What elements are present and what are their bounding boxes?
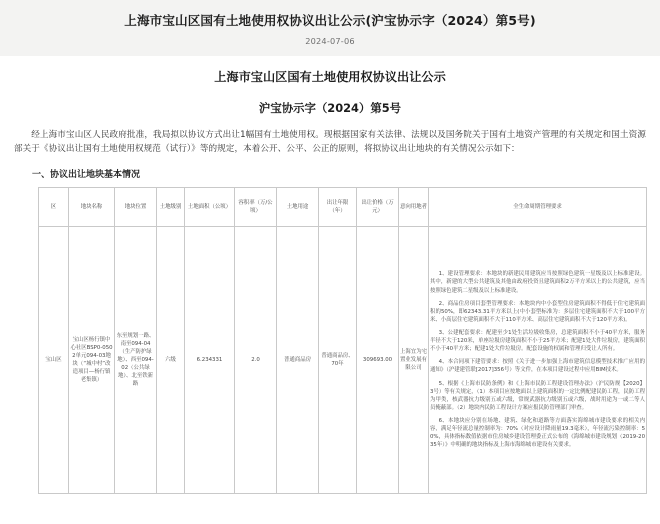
table-header-row: [39, 187, 647, 226]
intro-paragraph: 经上海市宝山区人民政府批准，我局拟以协议方式出让1幅国有土地使用权。现根据国家有关法律、法规以及国务院关于国有土地资产管理的有关规定和国土资源部关于《协议出让国有土地使用权规范（试行）》等的规定，本着公开、公平、公正的原则，将拟协议出让地块的有关情况公示如下：: [14, 130, 646, 154]
th-plot-ratio: 容积率（万/公顷）: [235, 187, 277, 226]
land-table-wrapper: [0, 180, 660, 494]
cell-plot-ratio: 2.0: [235, 226, 277, 493]
section-heading: 一、协议出让地块基本情况: [32, 169, 141, 180]
th-plot-name: 地块名称: [69, 187, 115, 226]
cell-land-grade: 六级: [157, 226, 185, 493]
lifecycle-item-1: 1、建设管理要求：本地块的新建民用建筑应当按照绿色建筑一星级及以上标准建设。其中，新建的大型公共建筑及其他由政府投资且建筑面积2万平方米以上的公共建筑，应当按照绿色建筑二星级及以上标准建设。: [430, 271, 645, 294]
header-date: 2024-07-06: [305, 36, 355, 46]
cell-intended-user: 上海宜为宅置业发展有限公司: [399, 226, 429, 493]
th-plot-location: 地块位置: [115, 187, 157, 226]
th-district: 区: [39, 187, 69, 226]
lifecycle-item-6: 6、本地块应分别在场地、建筑、绿化和道路等方面落实海绵城市建设要求的相关内容，满足年径流总量控制率为：70%（对应设计降雨量19.3毫米），年径流污染控制率：50%，具体指标数值依据市住房城乡建设管理委正式公布的《海绵城市建设规划（2019-2035年）》中明确的地块指标及上海市海绵城市建设有关要求。: [430, 418, 645, 449]
lifecycle-item-3: 3、公建配套要求：配建至少1处生活垃圾收集房，总建筑面积不小于40平方米，服务半径不大于120米，单座垃圾房建筑面积不小于25平方米；配建1处大件垃圾房，建筑面积不小于40平方米；配建1处大件垃圾房。配套设施的权属和管理归受让人所有。: [430, 330, 645, 353]
document-main-title: 上海市宝山区国有土地使用权协议出让公示: [214, 70, 446, 84]
page-header-band: [0, 0, 660, 56]
cell-plot-location: 东至规划一路、南至094-04（生产防护绿地）、西至094-02（公共绿地）、北至铁新路: [115, 226, 157, 493]
cell-price: 309693.00: [357, 226, 399, 493]
cell-district: 宝山区: [39, 226, 69, 493]
cell-plot-name: 宝山区杨行镇中心社区BSP0-0502单元094-03地块（“城中村”改造项目—杨行镇老集镇）: [69, 226, 115, 493]
title-block: [0, 56, 660, 116]
th-lifecycle-requirements: 全生命周期管理要求: [429, 187, 647, 226]
table-row: [39, 226, 647, 493]
document-body: [0, 116, 660, 180]
land-parcel-table: [38, 187, 647, 494]
cell-lifecycle-requirements: [429, 226, 647, 493]
lifecycle-item-2: 2、商品住房项目套型管理要求：本地块内中小套型住房建筑面积不得低于住宅建筑面积的50%，即62343.31平方米以上(中小套型标准为：多层住宅建筑面积不大于100平方米、小高层住宅建筑面积不大于110平方米、高层住宅建筑面积不大于120平方米)。: [430, 300, 645, 323]
th-land-use: 土地用途: [277, 187, 319, 226]
document-sub-title: 沪宝协示字（2024）第5号: [258, 101, 402, 116]
cell-land-area: 6.234331: [185, 226, 235, 493]
cell-land-use: 普通商品房: [277, 226, 319, 493]
lifecycle-item-4: 4、本合同项下建管要求：按照《关于进一步加强上海市建筑信息模型技术推广应用的通知》（沪建建管联[2017]356号）等文件，在本项目建设过程中应用BIM技术。: [430, 359, 645, 374]
th-price: 出让价格（万元）: [357, 187, 399, 226]
th-land-area: 土地面积（公顷）: [185, 187, 235, 226]
th-intended-user: 意向用地者: [399, 187, 429, 226]
th-transfer-years: 出让年限（年）: [319, 187, 357, 226]
header-title: 上海市宝山区国有土地使用权协议出让公示(沪宝协示字（2024）第5号): [124, 13, 536, 28]
cell-transfer-years: 普通商品房、70年: [319, 226, 357, 493]
lifecycle-item-5: 5、根据《上海市民防条例》和《上海市民防工程建设管理办法》（沪民防规【2020】3号）等有关规定，（1）本项目应按地面以上建筑面积的一定比例配建民防工程，民防工程为甲类，核武器抗力级别五或六级，常规武器抗力级别五或六级，战时用途为一或二等人员掩蔽部。（2）地块内民防工程设计方案应报民防管理部门审查。: [430, 380, 645, 411]
th-land-grade: 土地级别: [157, 187, 185, 226]
